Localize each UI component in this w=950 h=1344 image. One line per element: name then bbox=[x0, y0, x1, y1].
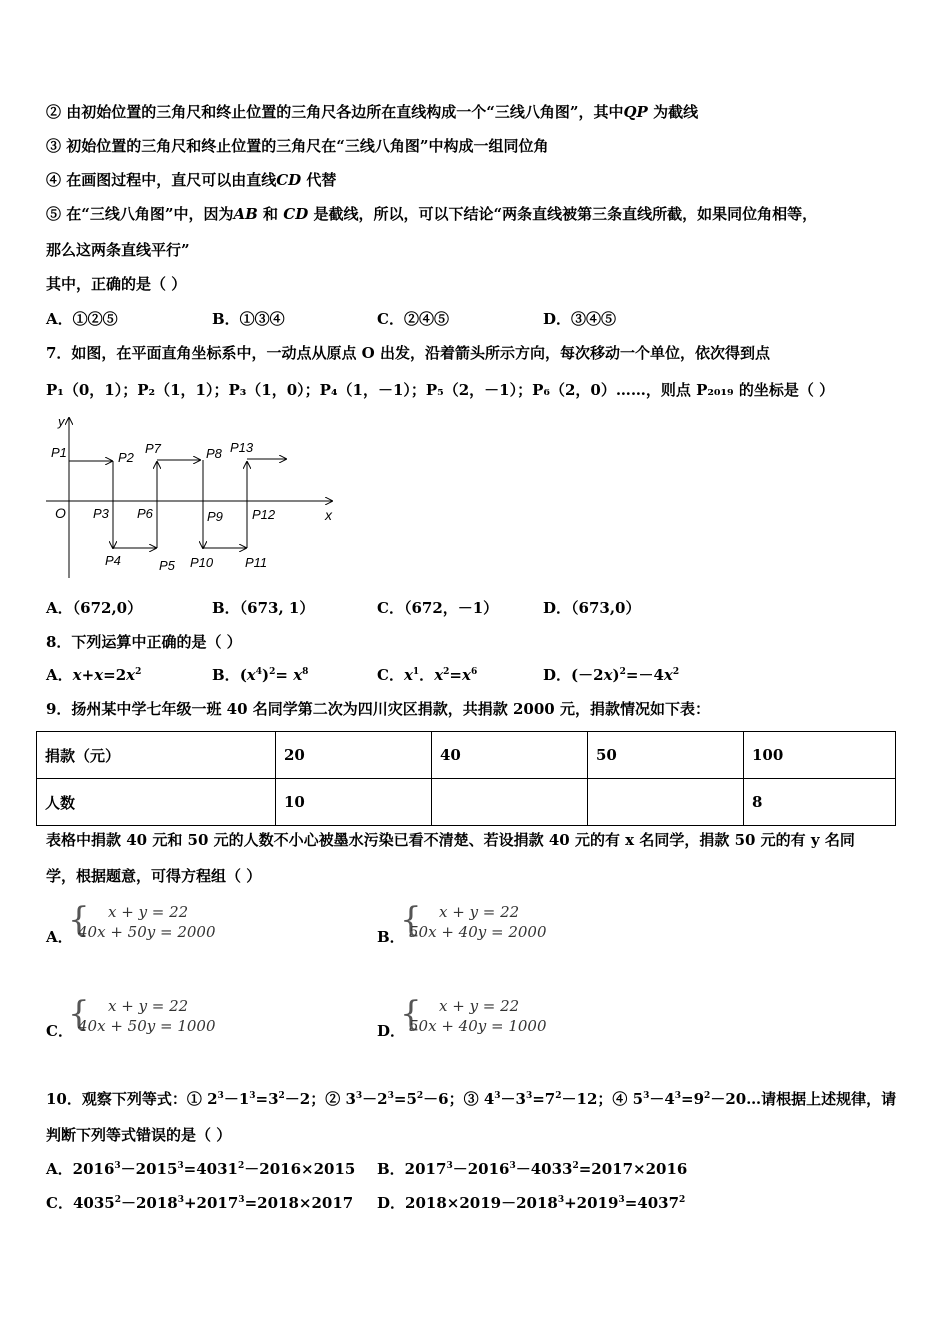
table-row bbox=[37, 732, 896, 779]
label-p1: P1 bbox=[51, 445, 67, 460]
label-p4: P4 bbox=[105, 553, 121, 568]
table-cell bbox=[588, 779, 744, 826]
q10-option-c[interactable]: C．$4035^2-2018^3+2017^3=2018\times 2017$ bbox=[46, 1194, 354, 1212]
q9-stem: 9．扬州某中学七年级一班 40 名同学第二次为四川灾区捐款，共捐款 2000 元，捐款情况如下表： bbox=[46, 700, 710, 718]
q6-option-b[interactable]: B．①③④ bbox=[212, 310, 285, 328]
q7-option-a[interactable]: A．（672,0） bbox=[46, 599, 143, 617]
q6-option-a[interactable]: A．①②⑤ bbox=[46, 310, 118, 328]
q6-statement-3: ③ 初始位置的三角尺和终止位置的三角尺在“三线八角图”中构成一组同位角 bbox=[46, 137, 549, 155]
table-cell: 100 bbox=[744, 732, 896, 779]
q10-option-d[interactable]: D．$2018\times 2019-2018^3+2019^3=4037^2$ bbox=[377, 1194, 686, 1212]
label-p11: P11 bbox=[245, 555, 268, 570]
q10-option-b[interactable]: B．$2017^3-2016^3-4033^2=2017\times 2016$ bbox=[377, 1160, 688, 1178]
q7-option-d[interactable]: D．（673,0） bbox=[543, 599, 641, 617]
label-p7: P7 bbox=[145, 441, 161, 456]
label-p3: P3 bbox=[93, 506, 109, 521]
q6-option-d[interactable]: D．③④⑤ bbox=[543, 310, 617, 328]
table-cell: 40 bbox=[432, 732, 588, 779]
table-cell: 人数 bbox=[37, 779, 276, 826]
q10-option-a[interactable]: A．$2016^3-2015^3=4031^2-2016\times 2015$ bbox=[46, 1160, 356, 1178]
q8-option-d[interactable]: D．$(-2x)^2=-4x^2$ bbox=[543, 666, 680, 684]
q7-coordinate-figure bbox=[40, 412, 340, 584]
label-p8: P8 bbox=[206, 446, 222, 461]
table-cell: 50 bbox=[588, 732, 744, 779]
q7-points: P₁（0，1）；P₂（1，1）；P₃（1，0）；P₄（1，－1）；P₅（2，－1）；P₆（2，0）……，则点 P₂₀₁₉ 的坐标是（ ） bbox=[46, 381, 835, 399]
q10-stem-cont: 判断下列等式错误的是（ ） bbox=[46, 1126, 232, 1144]
label-p12: P12 bbox=[252, 507, 276, 522]
label-p13: P13 bbox=[230, 440, 254, 455]
q6-statement-5: ⑤ 在“三线八角图”中，因为AB 和 CD 是截线，所以，可以下结论“两条直线被第三条直线所截，如果同位角相等， bbox=[46, 205, 818, 223]
q8-option-b[interactable]: B．$(x^4)^2= x^8$ bbox=[212, 666, 309, 684]
label-p5: P5 bbox=[159, 558, 175, 573]
table-row bbox=[37, 779, 896, 826]
q6-prompt: 其中，正确的是（ ） bbox=[46, 275, 187, 293]
table-cell: 8 bbox=[744, 779, 896, 826]
q6-statement-2: ② 由初始位置的三角尺和终止位置的三角尺各边所在直线构成一个“三线八角图”，其中QP 为截线 bbox=[46, 103, 699, 121]
q6-statement-5-cont: 那么这两条直线平行” bbox=[46, 241, 190, 259]
table-cell: 捐款（元） bbox=[37, 732, 276, 779]
label-p10: P10 bbox=[190, 555, 214, 570]
q7-option-b[interactable]: B．（673, 1） bbox=[212, 599, 315, 617]
table-cell: 20 bbox=[276, 732, 432, 779]
q10-stem: 10．观察下列等式：① $2^3-1^3=3^2-2$；② $3^3-2^3=5^2-6$；③ $4^3-3^3=7^2-12$；④ $5^3-4^3=9^2-20\dots$请根据上述规律，请 bbox=[46, 1090, 897, 1108]
q8-option-a[interactable]: A．$x+x=2x^2$ bbox=[46, 666, 142, 684]
label-p9: P9 bbox=[207, 509, 223, 524]
x-axis-label: x bbox=[325, 507, 332, 523]
y-axis-label: y bbox=[58, 414, 65, 429]
q6-statement-4: ④ 在画图过程中，直尺可以由直线CD 代替 bbox=[46, 171, 337, 189]
q7-stem: 7．如图，在平面直角坐标系中，一动点从原点 O 出发，沿着箭头所示方向，每次移动一个单位，依次得到点 bbox=[46, 344, 770, 362]
q9-description: 表格中捐款 40 元和 50 元的人数不小心被墨水污染已看不清楚、若设捐款 40 元的有 x 名同学，捐款 50 元的有 y 名同 bbox=[46, 831, 855, 849]
table-cell: 10 bbox=[276, 779, 432, 826]
label-p6: P6 bbox=[137, 506, 153, 521]
q8-option-c[interactable]: C．$x^1$．$x^2=x^6$ bbox=[377, 666, 478, 684]
donation-table bbox=[36, 731, 896, 826]
q7-option-c[interactable]: C．（672，－1） bbox=[377, 599, 499, 617]
table-cell bbox=[432, 779, 588, 826]
label-p2: P2 bbox=[118, 450, 134, 465]
q6-option-c[interactable]: C．②④⑤ bbox=[377, 310, 449, 328]
q8-stem: 8．下列运算中正确的是（ ） bbox=[46, 633, 242, 651]
q9-description-cont: 学，根据题意，可得方程组（ ） bbox=[46, 867, 262, 885]
origin-label: O bbox=[55, 505, 66, 521]
